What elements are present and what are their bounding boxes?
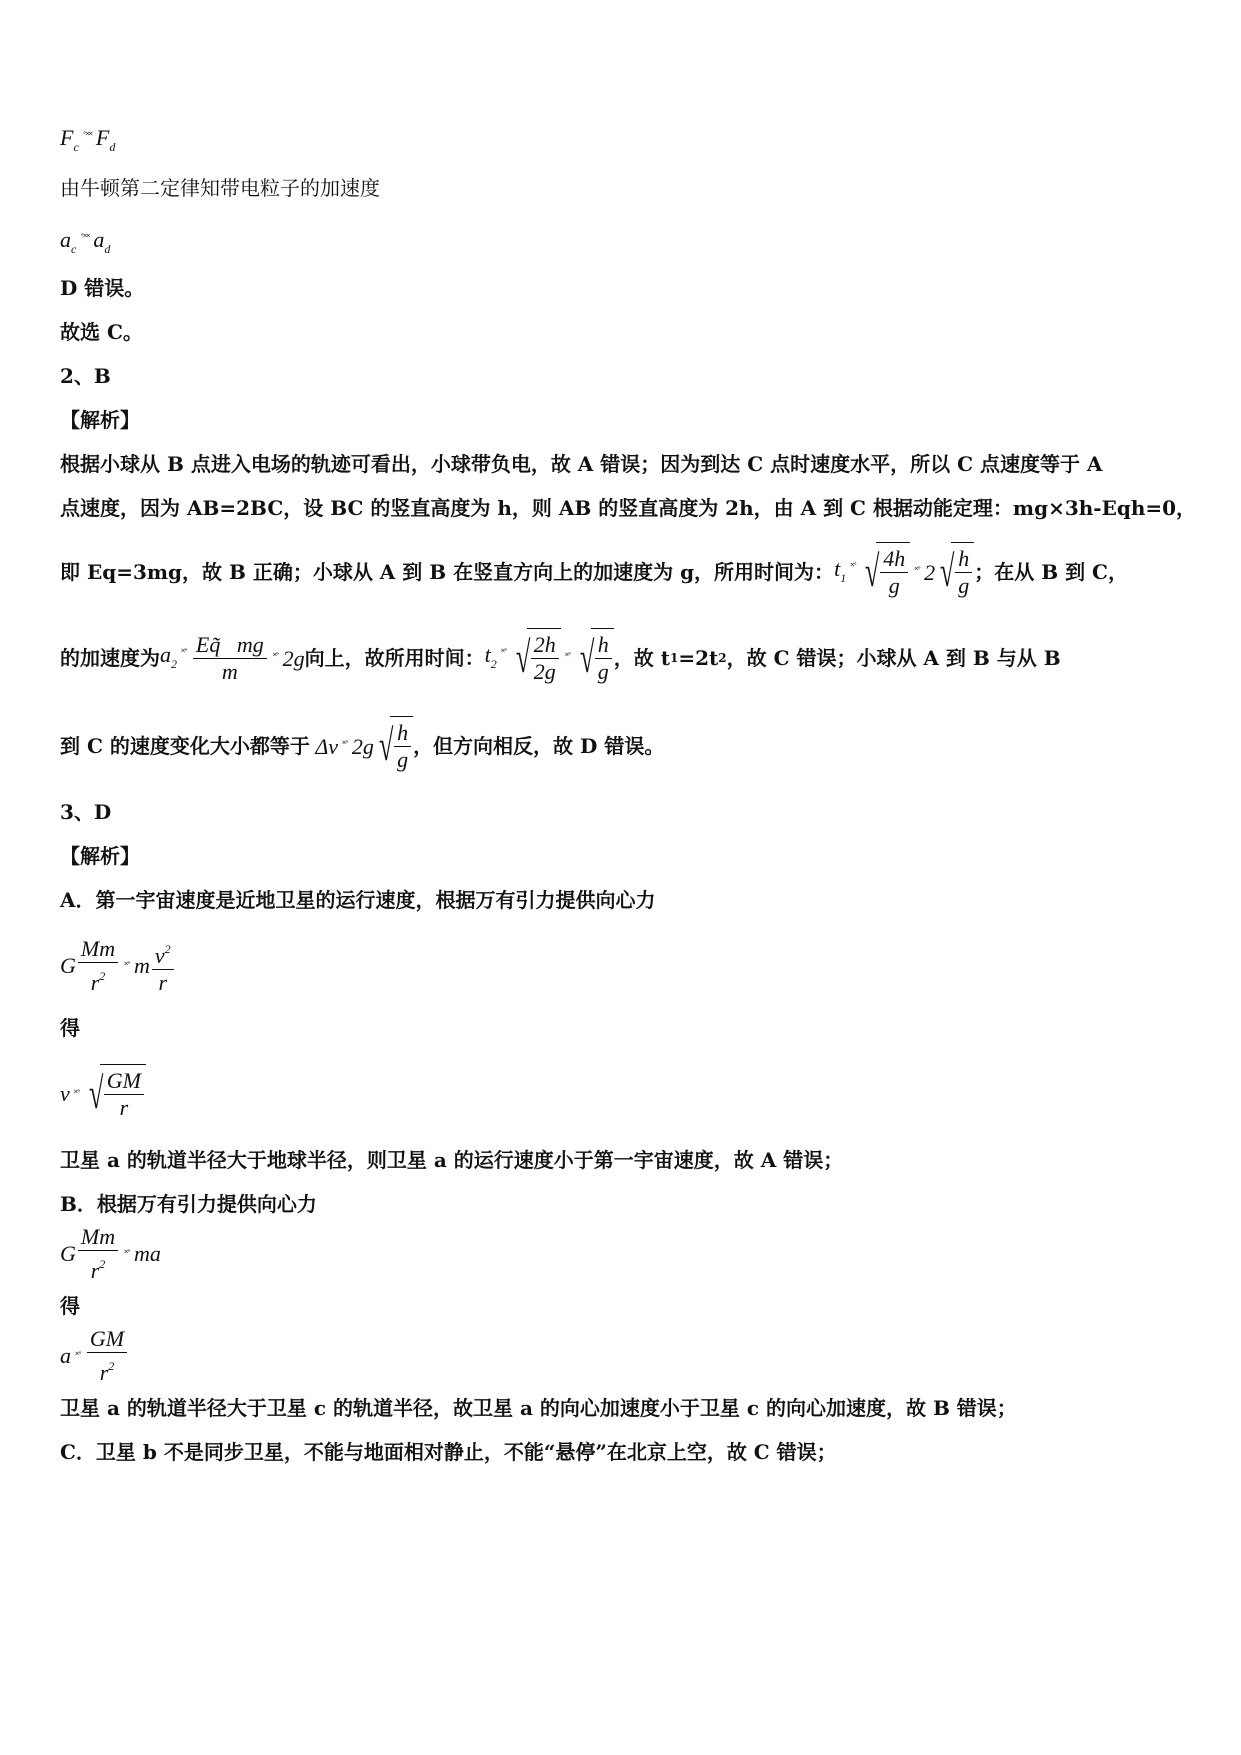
q3-option-b-text: B．根据万有引力提供向心力 <box>60 1192 317 1216</box>
question-3-heading: 3、D <box>60 800 112 824</box>
text-choose-c: 故选 C。 <box>60 320 143 344</box>
q2-line-4: 的加速度为 $a_2^{˟˚}$ $\frac{Eq̃ mg}{m}$ ˟˚ 2g 向上，故所用时间： $t_2^{˟˚}$ √ $\frac{2h}{2g}$ ˟˚ √ $\frac{h}{g}$ ，故 t 1 =2t 2 ，故 C 错误；小球从 A 到 B 与从 B <box>60 628 1061 688</box>
analysis-tag-3: 【解析】 <box>60 844 140 868</box>
text-newton-law: 由牛顿第二定律知带电粒子的加速度 <box>60 176 380 200</box>
text-d-wrong: D 错误。 <box>60 276 145 300</box>
q3-option-b-conclusion: 卫星 a 的轨道半径大于卫星 c 的轨道半径，故卫星 a 的向心加速度小于卫星 c 的向心加速度，故 B 错误； <box>60 1396 1017 1420</box>
formula-gravity-acceleration: G $\frac{Mm}{r^2}$ ˟˚ ma <box>60 1224 161 1283</box>
q2-line-1: 根据小球从 B 点进入电场的轨迹可看出，小球带负电，故 A 错误；因为到达 C 点时速度水平，所以 C 点速度等于 A <box>60 452 1103 476</box>
formula-gravity-velocity: G $\frac{Mm}{r^2}$ ˟˚ m $\frac{v^2}{r}$ <box>60 936 176 996</box>
formula-acceleration: $a_c^{˚˟˟}$ $a_d$ <box>60 227 111 256</box>
q3-option-a-conclusion: 卫星 a 的轨道半径大于地球半径，则卫星 a 的运行速度小于第一宇宙速度，故 A 错误； <box>60 1148 844 1172</box>
text-de-1: 得 <box>60 1016 80 1040</box>
q3-option-a-text: A．第一宇宙速度是近地卫星的运行速度，根据万有引力提供向心力 <box>60 888 656 912</box>
q2-line-2: 点速度，因为 AB=2BC，设 BC 的竖直高度为 h，则 AB 的竖直高度为 2h，由 A 到 C 根据动能定理：mg×3h-Eqh=0， <box>60 496 1197 520</box>
q3-option-c-text: C．卫星 b 不是同步卫星，不能与地面相对静止，不能“悬停”在北京上空，故 C 错误； <box>60 1440 837 1464</box>
q2-line-3: 即 Eq=3mg，故 B 正确；小球从 A 到 B 在竖直方向上的加速度为 g，所用时间为： $t_1^{˟˚}$ √ $\frac{4h}{g}$ ˟˚ 2 √ $\frac{h}{g}$ ；在从 B 到 C， <box>60 544 1128 600</box>
question-2-heading: 2、B <box>60 364 111 388</box>
q2-line-5: 到 C 的速度变化大小都等于 Δv ˟˚ 2g √ $\frac{h}{g}$ ，但方向相反，故 D 错误。 <box>60 716 664 776</box>
text-de-2: 得 <box>60 1294 80 1318</box>
analysis-tag-2: 【解析】 <box>60 408 140 432</box>
formula-acceleration-gm: a ˟˚ $\frac{GM}{r^2}$ <box>60 1328 129 1384</box>
formula-force: $F_c^{˚˟˟}$ $F_d$ <box>60 125 116 154</box>
formula-velocity: v ˟˚ √ $\frac{GM}{r}$ <box>60 1064 146 1124</box>
